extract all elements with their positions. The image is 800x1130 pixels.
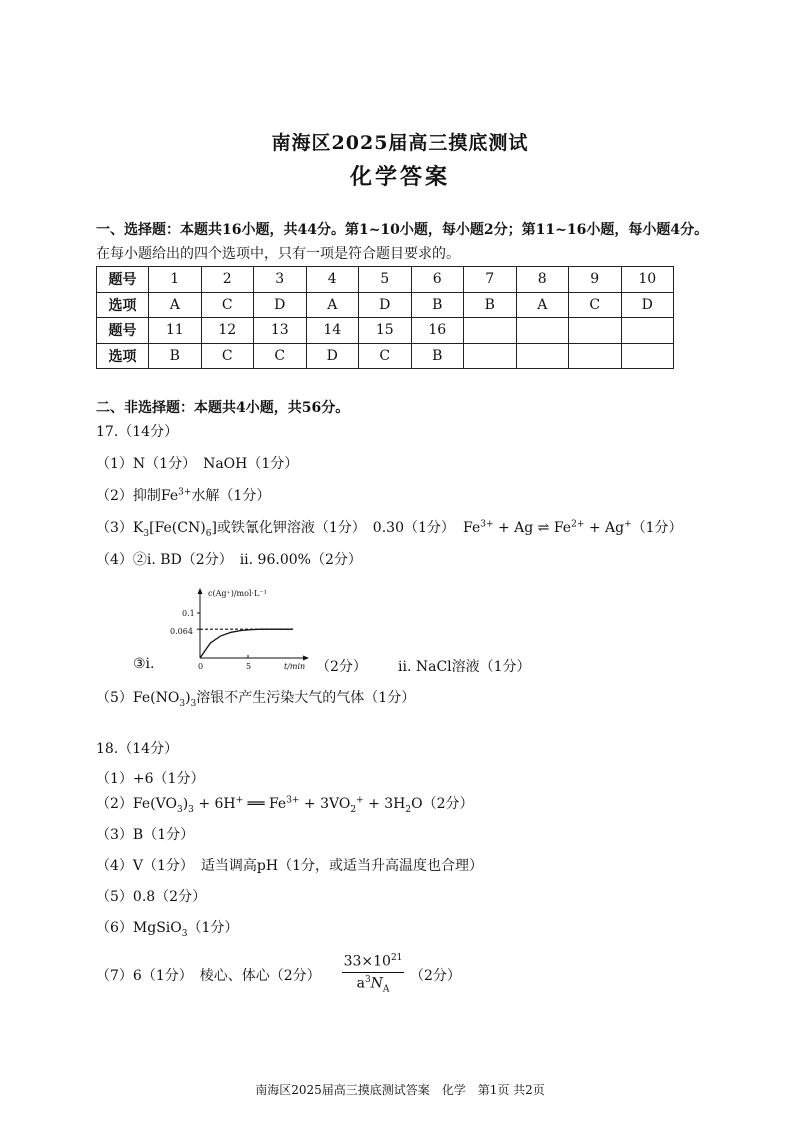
table-cell-label: 选项: [97, 292, 149, 318]
text: （1分）: [187, 920, 239, 936]
x-axis-arrow: [303, 656, 309, 661]
text: （5）Fe(NO: [96, 690, 180, 706]
table-cell: 3: [254, 267, 307, 293]
table-cell: 10: [621, 267, 674, 293]
text: + 3H: [363, 796, 406, 812]
concentration-graph: [165, 582, 315, 672]
table-cell: 8: [516, 267, 569, 293]
table-cell-label: 题号: [97, 267, 149, 293]
concentration-curve: [200, 629, 293, 658]
text: 33×10: [343, 953, 391, 970]
text: 2+: [571, 519, 585, 530]
page-title: 南海区2025届高三摸底测试: [271, 132, 529, 154]
table-cell: C: [359, 343, 412, 369]
text: Fe: [463, 520, 481, 536]
text: 21: [390, 953, 403, 963]
text: + 6H: [193, 796, 236, 812]
text: ): [182, 796, 189, 812]
x-tick-label-0: 0: [198, 662, 204, 671]
table-cell: [464, 343, 517, 369]
q17-part3: [96, 517, 455, 539]
text: （3）K: [96, 520, 144, 536]
y-tick-label-top: 0.1: [182, 609, 195, 618]
text: ): [185, 690, 191, 706]
text: 3+: [178, 487, 192, 498]
text: 3: [181, 928, 188, 939]
table-row-q2: [97, 318, 674, 344]
table-cell: [621, 343, 674, 369]
text: 水解（1分）: [191, 488, 271, 504]
table-cell: D: [359, 292, 412, 318]
table-cell: 12: [201, 318, 254, 344]
text: N: [370, 975, 383, 992]
x-tick-label-5: 5: [246, 662, 252, 671]
q18-part6: [96, 917, 238, 939]
q17-title: 17.（14分）: [96, 424, 179, 440]
table-cell: 9: [569, 267, 622, 293]
y-tick-label-mid: 0.064: [170, 627, 193, 636]
q18-part7: （7）6（1分） 棱心、体心（2分）: [96, 968, 321, 984]
table-cell: D: [621, 292, 674, 318]
text: 3: [188, 804, 194, 815]
table-cell: B: [149, 343, 202, 369]
text: a: [356, 975, 365, 992]
fraction-numerator: [342, 953, 404, 973]
section2-heading: 二、非选择题：本题共4小题，共56分。: [96, 400, 350, 416]
text: 3+: [480, 519, 494, 530]
q17-part5: [96, 687, 415, 709]
table-cell: [569, 318, 622, 344]
y-axis-label: c(Ag⁺)/mol·L⁻¹: [208, 589, 267, 598]
page-footer: 南海区2025届高三摸底测试答案 化学 第1页 共2页: [255, 1083, 545, 1097]
text: +: [624, 519, 632, 530]
text: ]或铁氰化钾溶液（1分） 0.30（1分）: [211, 520, 455, 536]
q18-title: 18.（14分）: [96, 741, 179, 757]
text: ══ Fe: [243, 796, 287, 812]
table-cell: D: [306, 343, 359, 369]
text: 3: [190, 698, 197, 709]
table-cell: B: [411, 292, 464, 318]
y-axis-arrow: [198, 588, 203, 594]
table-cell: A: [516, 292, 569, 318]
q17-part1: （1）N（1分） NaOH（1分）: [96, 456, 299, 472]
text: +: [235, 795, 244, 806]
table-cell: D: [254, 292, 307, 318]
text: O（2分）: [411, 796, 474, 812]
q18-part2: [96, 793, 474, 815]
text: + Ag ⇌ Fe: [493, 520, 572, 536]
text: [Fe(CN): [149, 520, 206, 536]
fraction-denominator: [342, 973, 404, 994]
text: + Ag: [584, 520, 625, 536]
text: A: [382, 984, 390, 995]
table-cell: 2: [201, 267, 254, 293]
table-row-q1: [97, 267, 674, 293]
table-cell-label: 题号: [97, 318, 149, 344]
text: 2: [350, 804, 357, 815]
table-cell: C: [254, 343, 307, 369]
table-cell: B: [411, 343, 464, 369]
table-cell: 6: [411, 267, 464, 293]
page-subtitle: 化学答案: [349, 164, 450, 190]
table-cell: [516, 343, 569, 369]
table-cell: [516, 318, 569, 344]
table-cell: 14: [306, 318, 359, 344]
table-cell: [621, 318, 674, 344]
text: 3+: [286, 795, 300, 806]
q17-part4-3-label: ③i.: [133, 656, 155, 672]
table-row-a2: [97, 343, 674, 369]
table-cell: C: [201, 343, 254, 369]
q18-part7-score: （2分）: [410, 968, 461, 984]
table-cell: A: [306, 292, 359, 318]
table-cell: [569, 343, 622, 369]
table-cell: 15: [359, 318, 412, 344]
q18-part1: （1）+6（1分）: [96, 771, 205, 787]
q17-part4: （4）②i. BD（2分） ii. 96.00%（2分）: [96, 552, 362, 568]
q17-part4-3-ii: ii. NaCl溶液（1分）: [398, 659, 531, 675]
text: 3: [179, 698, 186, 709]
table-cell: 5: [359, 267, 412, 293]
q18-part3: （3）B（1分）: [96, 827, 195, 843]
table-row-a1: [97, 292, 674, 318]
table-cell: 7: [464, 267, 517, 293]
text: （2）Fe(VO: [96, 796, 177, 812]
q18-part4: （4）V（1分） 适当调高pH（1分，或适当升高温度也合理）: [96, 858, 484, 874]
text: +: [356, 795, 364, 806]
text: （1分）: [631, 520, 683, 536]
table-cell: 1: [149, 267, 202, 293]
table-cell: 16: [411, 318, 464, 344]
table-cell: C: [569, 292, 622, 318]
text: 2: [405, 804, 412, 815]
table-cell: 13: [254, 318, 307, 344]
q17-part2: [96, 485, 270, 505]
text: （6）MgSiO: [96, 920, 182, 936]
q18-part5: （5）0.8（2分）: [96, 889, 207, 905]
section1-instruction: 在每小题给出的四个选项中，只有一项是符合题目要求的。: [96, 246, 460, 262]
table-cell: 11: [149, 318, 202, 344]
text: 6: [205, 528, 212, 539]
text: 溶银不产生污染大气的气体（1分）: [196, 690, 416, 706]
x-axis-label: t/min: [284, 662, 306, 671]
table-cell-label: 选项: [97, 343, 149, 369]
section1-heading: 一、选择题：本题共16小题，共44分。第1~10小题，每小题2分；第11~16小题，每小题4分。: [96, 222, 709, 238]
table-cell: [464, 318, 517, 344]
answer-table: [96, 266, 674, 369]
text: （2）抑制Fe: [96, 488, 179, 504]
text: 3: [143, 528, 150, 539]
q17-part3-equation: [463, 517, 683, 537]
text: 3: [364, 974, 371, 985]
table-cell: 4: [306, 267, 359, 293]
text: 3: [176, 804, 183, 815]
text: + 3VO: [299, 796, 351, 812]
table-cell: B: [464, 292, 517, 318]
density-fraction: [342, 953, 404, 994]
table-cell: A: [149, 292, 202, 318]
table-cell: C: [201, 292, 254, 318]
q17-part4-3-score: （2分）: [316, 659, 367, 675]
